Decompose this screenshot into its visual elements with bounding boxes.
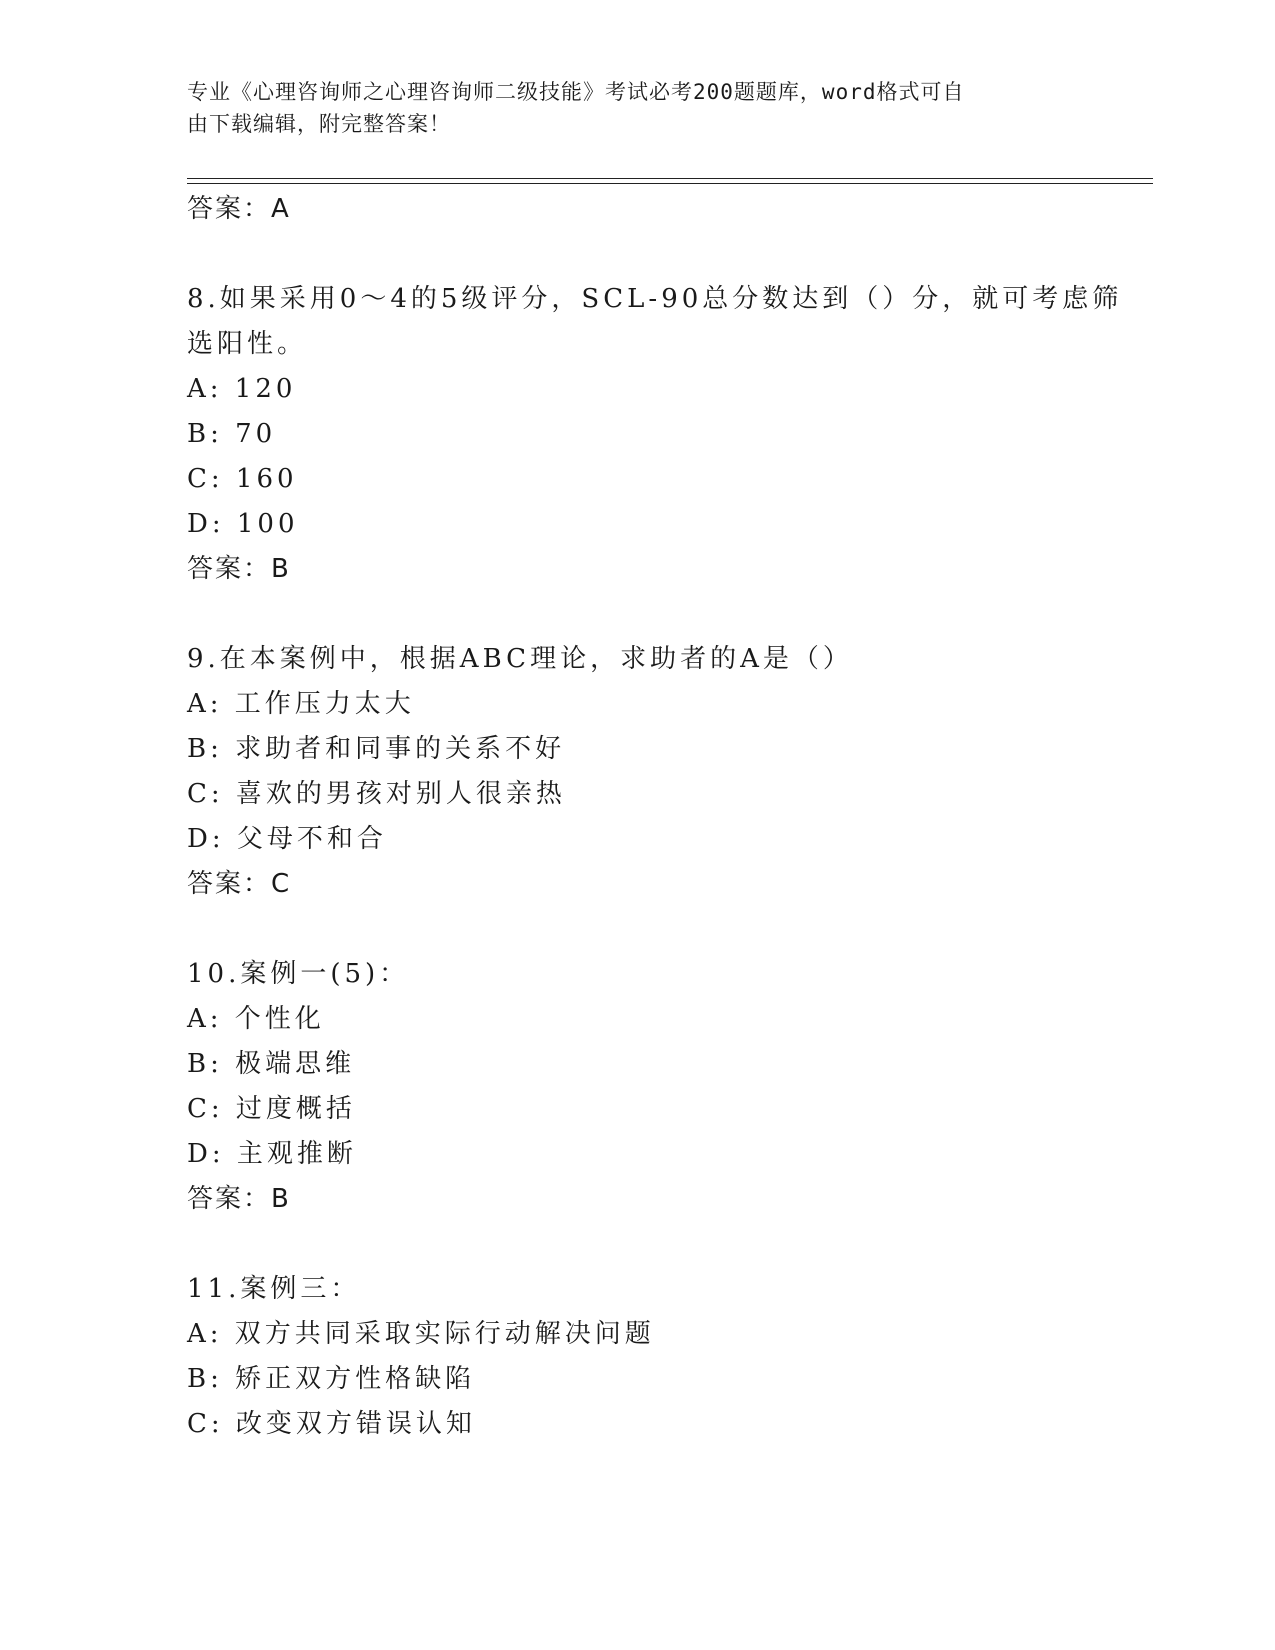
- q8-stem-line-2: 选阳性。: [187, 329, 308, 359]
- q11-option-a: A: 双方共同采取实际行动解决问题: [187, 1319, 655, 1349]
- header-divider-bottom: [187, 183, 1153, 184]
- q8-option-c: C: 160: [187, 464, 298, 494]
- q8-stem-line-1: 8.如果采用0～4的5级评分，SCL-90总分数达到（）分，就可考虑筛: [187, 284, 1123, 314]
- answer-q8: 答案：B: [187, 554, 291, 584]
- q8-option-b: B: 70: [187, 419, 277, 449]
- q10-stem: 10.案例一(5)：: [187, 959, 410, 989]
- q8-option-a: A: 120: [187, 374, 297, 404]
- q10-option-c: C: 过度概括: [187, 1094, 356, 1124]
- page-header: [187, 76, 1067, 140]
- q9-option-a: A: 工作压力太大: [187, 689, 415, 719]
- answer-q7: 答案：A: [187, 194, 291, 224]
- q9-stem: 9.在本案例中，根据ABC理论，求助者的A是（）: [187, 644, 853, 674]
- q10-option-a: A: 个性化: [187, 1004, 325, 1034]
- q9-option-d: D: 父母不和合: [187, 824, 387, 854]
- answer-q10: 答案：B: [187, 1184, 291, 1214]
- q8-option-d: D: 100: [187, 509, 299, 539]
- header-line-2: 由下载编辑，附完整答案！: [187, 112, 451, 136]
- header-divider-top: [187, 178, 1153, 179]
- q11-stem: 11.案例三：: [187, 1274, 361, 1304]
- header-line-1: 专业《心理咨询师之心理咨询师二级技能》考试必考200题题库，word格式可自: [187, 80, 965, 104]
- q10-option-d: D: 主观推断: [187, 1139, 357, 1169]
- q11-option-b: B: 矫正双方性格缺陷: [187, 1364, 476, 1394]
- q10-option-b: B: 极端思维: [187, 1049, 356, 1079]
- q9-option-b: B: 求助者和同事的关系不好: [187, 734, 566, 764]
- q9-option-c: C: 喜欢的男孩对别人很亲热: [187, 779, 566, 809]
- answer-q9: 答案：C: [187, 869, 292, 899]
- q11-option-c: C: 改变双方错误认知: [187, 1409, 476, 1439]
